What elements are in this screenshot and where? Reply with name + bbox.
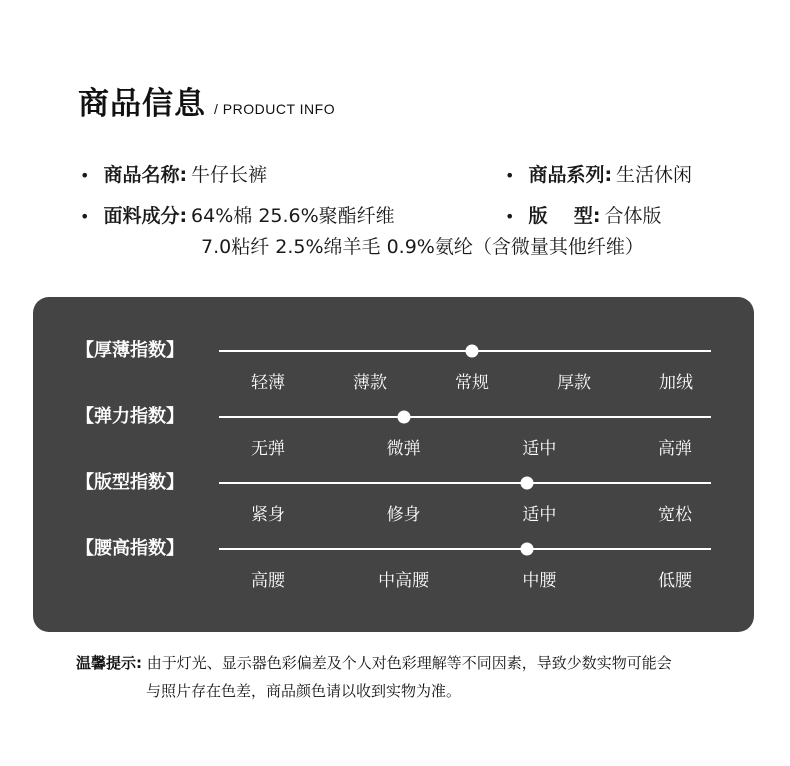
- scale-option: 中腰: [522, 571, 557, 591]
- scale-option: 无弹: [251, 439, 285, 459]
- scale-label: 【弹力指数】: [76, 406, 184, 427]
- scale-option: 修身: [386, 505, 421, 525]
- product-name-label: 商品名称:: [103, 164, 188, 186]
- fabric-value-line1: 64%棉 25.6%聚酯纤维: [191, 205, 395, 227]
- info-product-name: [80, 160, 267, 187]
- scale-option: 适中: [522, 505, 557, 525]
- scale-label: 【版型指数】: [76, 472, 184, 493]
- fabric-value-line2: 7.0粘纤 2.5%绵羊毛 0.9%氨纶（含微量其他纤维）: [201, 236, 644, 258]
- title-english: / PRODUCT INFO: [214, 101, 336, 117]
- scale-option: 轻薄: [251, 373, 285, 393]
- scale-option: 高弹: [658, 439, 692, 459]
- scale-indicator-dot: [520, 543, 533, 556]
- product-series-label: 商品系列:: [528, 164, 613, 186]
- notice-text-line1: 由于灯光、显示器色彩偏差及个人对色彩理解等不同因素，导致少数实物可能会: [146, 654, 672, 672]
- scale-track: [219, 416, 711, 418]
- fit-value: 合体版: [604, 205, 662, 227]
- scale-option: 加绒: [659, 373, 693, 393]
- scale-option: 紧身: [251, 505, 285, 525]
- scale-option: 厚款: [557, 373, 591, 393]
- notice-label: 温馨提示:: [76, 654, 142, 672]
- bullet-icon: •: [80, 207, 90, 226]
- bullet-icon: •: [505, 166, 515, 185]
- info-product-series: [505, 160, 692, 187]
- notice-line1: [76, 652, 672, 673]
- scale-label: 【厚薄指数】: [76, 340, 184, 361]
- fit-label: 版 型:: [528, 205, 601, 227]
- product-series-value: 生活休闲: [616, 164, 693, 186]
- page-title: [78, 78, 335, 123]
- info-fabric: [80, 201, 395, 228]
- scale-option: 微弹: [386, 439, 421, 459]
- info-fit: [505, 201, 662, 228]
- scale-label: 【腰高指数】: [76, 538, 184, 559]
- scale-option: 适中: [522, 439, 557, 459]
- bullet-icon: •: [80, 166, 90, 185]
- title-chinese: 商品信息: [78, 86, 206, 122]
- bullet-icon: •: [505, 207, 515, 226]
- scale-indicator-dot: [520, 477, 533, 490]
- scale-indicator-dot: [397, 411, 410, 424]
- scale-option: 常规: [455, 373, 489, 393]
- notice-text-line2: 与照片存在色差，商品颜色请以收到实物为准。: [146, 682, 462, 700]
- product-name-value: 牛仔长裤: [191, 164, 268, 186]
- scale-option: 低腰: [658, 571, 692, 591]
- scale-option: 宽松: [658, 505, 692, 525]
- scale-option: 薄款: [353, 373, 387, 393]
- scale-track: [219, 482, 711, 484]
- scale-option: 中高腰: [378, 571, 430, 591]
- scale-option: 高腰: [251, 571, 285, 591]
- scale-indicator-dot: [466, 345, 479, 358]
- scale-track: [219, 548, 711, 550]
- fabric-label: 面料成分:: [103, 205, 188, 227]
